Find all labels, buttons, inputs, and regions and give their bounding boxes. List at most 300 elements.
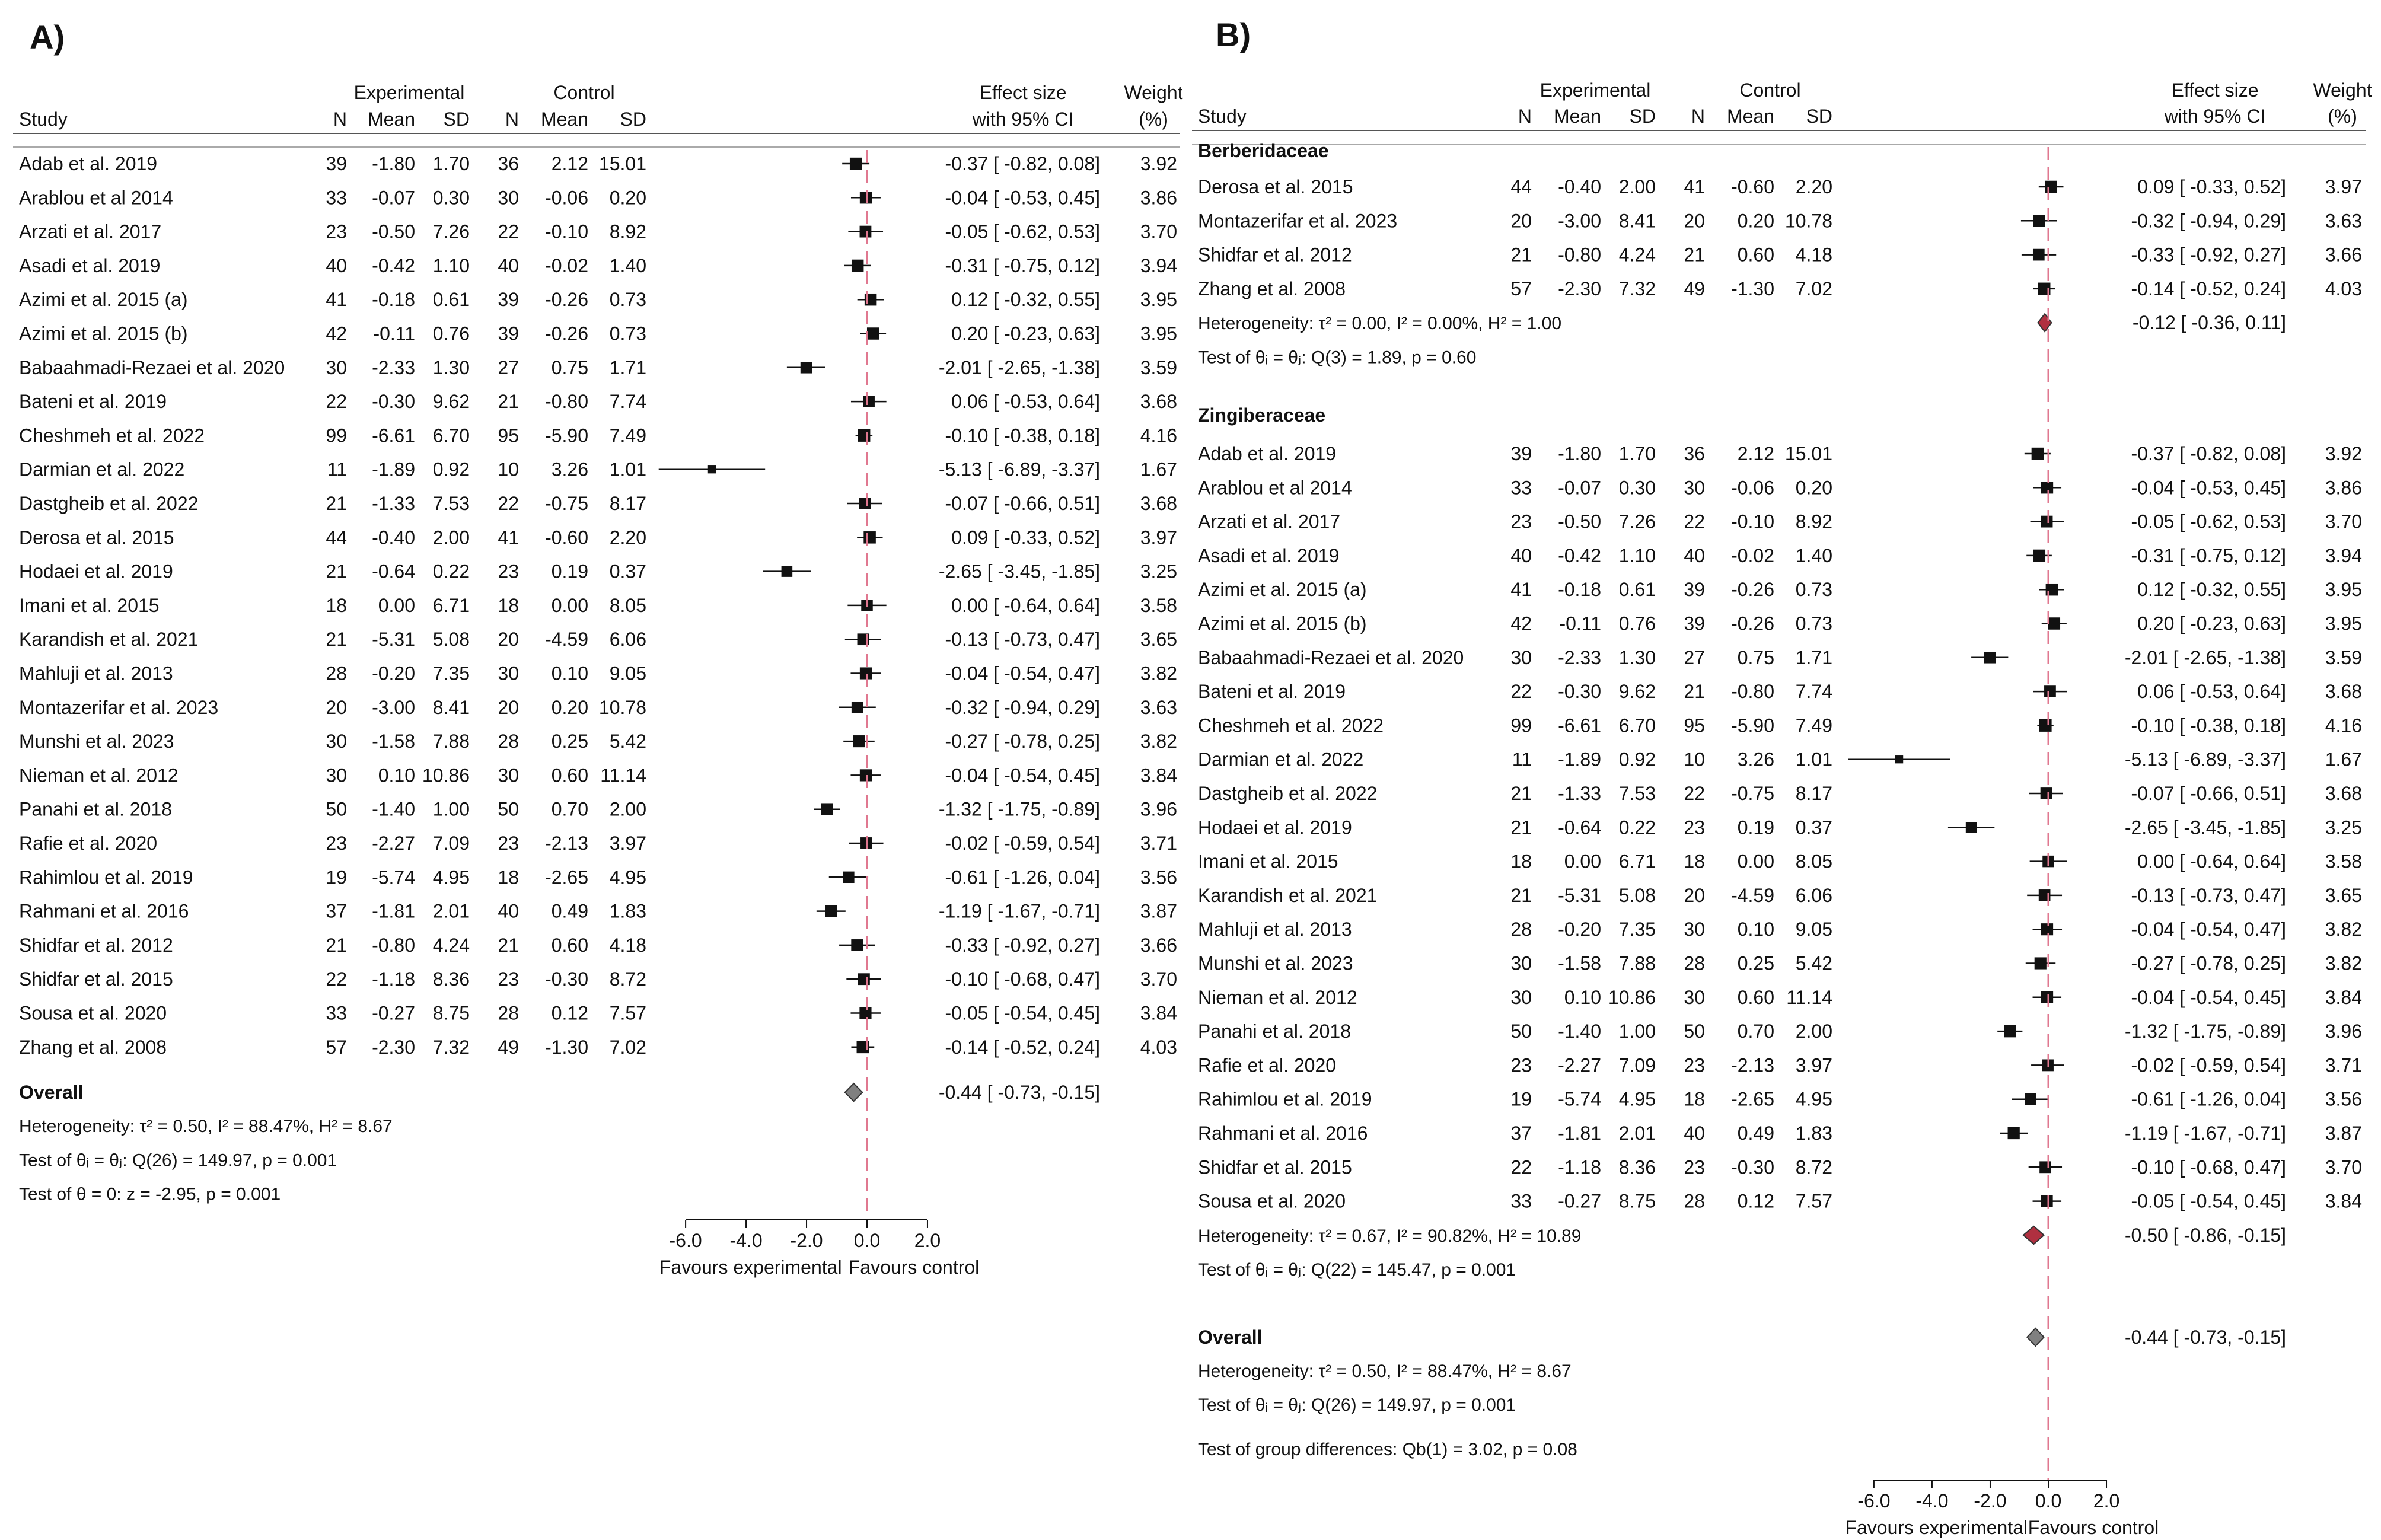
x-axis-tick-label: -6.0 — [1857, 1490, 1891, 1512]
cell-mean-experimental: -0.27 — [372, 1002, 415, 1024]
effect-marker — [2035, 957, 2047, 969]
cell-sd-control: 8.05 — [1795, 850, 1832, 872]
subgroup-test: Test of θᵢ = θⱼ: Q(3) = 1.89, p = 0.60 — [1198, 347, 1477, 368]
cell-n-experimental: 28 — [326, 662, 347, 684]
cell-effect-ci: -0.31 [ -0.75, 0.12] — [2131, 544, 2286, 566]
cell-sd-experimental: 2.00 — [1618, 176, 1656, 197]
cell-n-experimental: 33 — [326, 1002, 347, 1024]
cell-n-experimental: 41 — [326, 289, 347, 311]
cell-n-control: 28 — [498, 731, 519, 753]
cell-weight: 3.82 — [1140, 731, 1177, 753]
study-name: Karandish et al. 2021 — [1198, 884, 1378, 906]
cell-effect-ci: -2.01 [ -2.65, -1.38] — [2124, 646, 2286, 668]
cell-n-experimental: 33 — [1510, 477, 1532, 499]
cell-sd-control: 7.74 — [1795, 681, 1832, 703]
effect-marker — [859, 498, 871, 509]
cell-sd-experimental: 10.86 — [422, 764, 470, 786]
cell-mean-experimental: -1.40 — [1558, 1021, 1601, 1042]
cell-weight: 3.66 — [2325, 244, 2362, 266]
cell-mean-control: 0.10 — [551, 662, 588, 684]
study-name: Adab et al. 2019 — [19, 153, 158, 174]
heterogeneity-text: Heterogeneity: τ² = 0.50, I² = 88.47%, H² = 8.67 — [19, 1117, 393, 1137]
cell-sd-control: 2.00 — [609, 798, 646, 820]
study-name: Azimi et al. 2015 (a) — [1198, 579, 1367, 601]
cell-sd-control: 8.05 — [609, 594, 646, 616]
cell-weight: 3.58 — [2325, 850, 2362, 872]
cell-sd-control: 1.71 — [1795, 646, 1832, 668]
cell-sd-experimental: 1.00 — [1618, 1021, 1656, 1042]
cell-mean-experimental: 0.00 — [1564, 850, 1601, 872]
cell-n-control: 36 — [1684, 443, 1705, 464]
effect-marker — [2045, 181, 2057, 193]
header-weight: Weight — [2313, 79, 2372, 101]
cell-mean-control: -2.65 — [1731, 1088, 1774, 1110]
cell-mean-control: 0.19 — [551, 560, 588, 582]
cell-effect-ci: -0.32 [ -0.94, 0.29] — [945, 696, 1100, 718]
cell-mean-experimental: -6.61 — [1558, 715, 1601, 736]
cell-mean-experimental: -0.42 — [372, 254, 415, 276]
cell-mean-control: 0.25 — [551, 731, 588, 753]
cell-sd-experimental: 6.70 — [432, 425, 470, 447]
cell-effect-ci: -2.65 [ -3.45, -1.85] — [2124, 817, 2286, 838]
header-n: N — [1518, 106, 1532, 127]
cell-mean-control: -0.10 — [545, 221, 588, 243]
cell-sd-experimental: 0.92 — [432, 458, 470, 480]
cell-n-experimental: 23 — [326, 221, 347, 243]
cell-mean-experimental: -0.11 — [373, 323, 415, 345]
cell-sd-experimental: 8.41 — [1618, 210, 1656, 232]
cell-weight: 3.95 — [2325, 613, 2362, 635]
study-name: Rahimlou et al. 2019 — [19, 866, 193, 888]
cell-n-experimental: 22 — [1510, 1156, 1532, 1178]
study-name: Dastgheib et al. 2022 — [1198, 783, 1378, 804]
effect-marker — [782, 566, 793, 577]
cell-effect-ci: -0.10 [ -0.68, 0.47] — [945, 968, 1100, 990]
cell-mean-control: 2.12 — [1737, 443, 1774, 464]
cell-sd-control: 7.57 — [609, 1002, 646, 1024]
cell-n-control: 21 — [1684, 681, 1705, 703]
study-name: Munshi et al. 2023 — [19, 731, 174, 753]
cell-mean-experimental: -0.20 — [1558, 919, 1601, 940]
cell-mean-control: 0.60 — [551, 764, 588, 786]
effect-marker — [859, 1007, 871, 1019]
study-name: Asadi et al. 2019 — [1198, 544, 1340, 566]
cell-weight: 3.84 — [2325, 1190, 2362, 1212]
cell-mean-control: -0.60 — [545, 527, 588, 549]
cell-mean-experimental: -1.58 — [372, 731, 415, 753]
study-name: Shidfar et al. 2012 — [1198, 244, 1352, 266]
cell-n-control: 95 — [498, 425, 519, 447]
cell-mean-experimental: -2.33 — [1558, 646, 1601, 668]
cell-sd-experimental: 5.08 — [432, 629, 470, 651]
cell-n-control: 18 — [498, 594, 519, 616]
cell-sd-control: 1.01 — [609, 458, 646, 480]
cell-sd-experimental: 7.26 — [1618, 511, 1656, 533]
cell-mean-control: -2.13 — [1731, 1054, 1774, 1076]
cell-mean-control: 0.00 — [1737, 850, 1774, 872]
effect-marker — [708, 465, 716, 473]
cell-effect-ci: -0.32 [ -0.94, 0.29] — [2131, 210, 2286, 232]
cell-n-control: 20 — [498, 629, 519, 651]
header-mean: Mean — [540, 109, 588, 130]
cell-effect-ci: -0.14 [ -0.52, 0.24] — [945, 1036, 1100, 1058]
cell-sd-experimental: 7.35 — [1618, 919, 1656, 940]
cell-sd-experimental: 7.88 — [432, 731, 470, 753]
cell-sd-control: 8.17 — [1795, 783, 1832, 804]
cell-mean-control: -0.10 — [1731, 511, 1774, 533]
cell-weight: 3.87 — [1140, 900, 1177, 922]
cell-weight: 3.95 — [1140, 289, 1177, 311]
study-name: Montazerifar et al. 2023 — [19, 696, 219, 718]
effect-marker — [2041, 787, 2052, 799]
cell-mean-experimental: -0.50 — [1558, 511, 1601, 533]
overall-diamond — [845, 1083, 863, 1101]
cell-n-experimental: 28 — [1510, 919, 1532, 940]
cell-sd-control: 7.02 — [609, 1036, 646, 1058]
cell-mean-control: 0.20 — [551, 696, 588, 718]
cell-n-control: 21 — [498, 934, 519, 956]
cell-mean-experimental: -2.27 — [1558, 1054, 1601, 1076]
cell-sd-control: 1.40 — [609, 254, 646, 276]
test-text: Test of group differences: Qb(1) = 3.02, p = 0.08 — [1198, 1440, 1577, 1460]
effect-marker — [858, 429, 870, 442]
cell-mean-experimental: -1.81 — [372, 900, 415, 922]
cell-mean-experimental: -1.80 — [1558, 443, 1601, 464]
header-ci: with 95% CI — [972, 109, 1074, 130]
cell-sd-experimental: 1.70 — [1618, 443, 1656, 464]
study-name: Mahluji et al. 2013 — [19, 662, 173, 684]
cell-n-experimental: 22 — [1510, 681, 1532, 703]
cell-mean-experimental: -3.00 — [1558, 210, 1601, 232]
study-name: Azimi et al. 2015 (b) — [1198, 613, 1367, 635]
cell-n-experimental: 23 — [326, 833, 347, 854]
cell-mean-control: -0.60 — [1731, 176, 1774, 197]
cell-mean-control: -0.02 — [545, 254, 588, 276]
cell-n-control: 41 — [1684, 176, 1705, 197]
cell-sd-experimental: 4.95 — [1618, 1088, 1656, 1110]
header-experimental: Experimental — [353, 82, 465, 103]
study-name: Panahi et al. 2018 — [1198, 1021, 1351, 1042]
cell-sd-control: 9.05 — [1795, 919, 1832, 940]
cell-n-experimental: 22 — [326, 968, 347, 990]
cell-n-experimental: 20 — [326, 696, 347, 718]
cell-n-experimental: 57 — [326, 1036, 347, 1058]
cell-sd-control: 8.72 — [1795, 1156, 1832, 1178]
study-name: Karandish et al. 2021 — [19, 629, 199, 651]
cell-n-control: 40 — [1684, 544, 1705, 566]
study-name: Babaahmadi-Rezaei et al. 2020 — [1198, 646, 1464, 668]
cell-mean-control: -0.30 — [545, 968, 588, 990]
cell-mean-experimental: -1.40 — [372, 798, 415, 820]
cell-effect-ci: -1.19 [ -1.67, -0.71] — [2124, 1123, 2286, 1144]
cell-mean-experimental: -0.50 — [372, 221, 415, 243]
cell-effect-ci: -0.61 [ -1.26, 0.04] — [2131, 1088, 2286, 1110]
cell-sd-experimental: 10.86 — [1608, 986, 1656, 1008]
cell-sd-experimental: 1.10 — [432, 254, 470, 276]
favours-experimental-label: Favours experimental — [659, 1257, 842, 1278]
favours-control-label: Favours control — [848, 1257, 980, 1278]
cell-n-experimental: 23 — [1510, 511, 1532, 533]
cell-sd-experimental: 0.30 — [1618, 477, 1656, 499]
cell-mean-experimental: -6.61 — [372, 425, 415, 447]
study-name: Darmian et al. 2022 — [19, 458, 185, 480]
cell-effect-ci: -0.05 [ -0.54, 0.45] — [945, 1002, 1100, 1024]
cell-sd-experimental: 7.32 — [1618, 278, 1656, 299]
panel-label: A) — [30, 18, 65, 56]
effect-marker — [858, 973, 870, 985]
cell-sd-experimental: 7.53 — [1618, 783, 1656, 804]
cell-n-control: 50 — [1684, 1021, 1705, 1042]
subgroup-heterogeneity: Heterogeneity: τ² = 0.00, I² = 0.00%, H² = 1.00 — [1198, 314, 1562, 334]
cell-sd-control: 8.92 — [609, 221, 646, 243]
cell-n-control: 30 — [1684, 919, 1705, 940]
cell-n-experimental: 33 — [326, 187, 347, 209]
cell-effect-ci: -0.37 [ -0.82, 0.08] — [945, 153, 1100, 174]
cell-n-control: 23 — [1684, 817, 1705, 838]
cell-n-experimental: 21 — [1510, 884, 1532, 906]
cell-weight: 3.70 — [1140, 968, 1177, 990]
cell-mean-experimental: -0.80 — [1558, 244, 1601, 266]
favours-experimental-label: Favours experimental — [1845, 1517, 2028, 1538]
cell-n-experimental: 19 — [1510, 1088, 1532, 1110]
cell-sd-control: 3.97 — [609, 833, 646, 854]
cell-sd-experimental: 7.88 — [1618, 952, 1656, 974]
header-n: N — [505, 109, 519, 130]
cell-n-experimental: 41 — [1510, 579, 1532, 601]
study-name: Hodaei et al. 2019 — [1198, 817, 1352, 838]
cell-mean-control: -2.13 — [545, 833, 588, 854]
header-sd: SD — [443, 109, 470, 130]
cell-n-experimental: 30 — [326, 356, 347, 378]
cell-n-control: 21 — [498, 391, 519, 413]
cell-mean-control: 0.19 — [1737, 817, 1774, 838]
header-n: N — [333, 109, 347, 130]
cell-sd-experimental: 8.75 — [432, 1002, 470, 1024]
cell-effect-ci: -0.02 [ -0.59, 0.54] — [945, 833, 1100, 854]
cell-weight: 3.71 — [1140, 833, 1177, 854]
cell-n-experimental: 18 — [1510, 850, 1532, 872]
cell-n-control: 18 — [1684, 1088, 1705, 1110]
cell-n-control: 20 — [498, 696, 519, 718]
cell-sd-experimental: 9.62 — [1618, 681, 1656, 703]
cell-n-experimental: 21 — [326, 934, 347, 956]
cell-weight: 3.70 — [2325, 1156, 2362, 1178]
cell-n-control: 30 — [1684, 477, 1705, 499]
cell-weight: 3.96 — [2325, 1021, 2362, 1042]
cell-effect-ci: -0.05 [ -0.62, 0.53] — [2131, 511, 2286, 533]
cell-mean-experimental: 0.00 — [378, 594, 415, 616]
effect-marker — [2033, 550, 2045, 562]
x-axis-tick-label: 2.0 — [914, 1230, 941, 1251]
cell-weight: 3.86 — [1140, 187, 1177, 209]
cell-mean-experimental: -1.89 — [372, 458, 415, 480]
cell-weight: 3.96 — [1140, 798, 1177, 820]
effect-marker — [860, 667, 872, 679]
cell-sd-experimental: 0.92 — [1618, 748, 1656, 770]
cell-effect-ci: -2.01 [ -2.65, -1.38] — [938, 356, 1100, 378]
header-weight: Weight — [1124, 82, 1183, 103]
header-n: N — [1691, 106, 1705, 127]
cell-n-control: 28 — [498, 1002, 519, 1024]
subgroup-ci: -0.12 [ -0.36, 0.11] — [2132, 312, 2286, 334]
effect-marker — [863, 396, 875, 407]
header-ci: with 95% CI — [2164, 106, 2266, 127]
cell-n-control: 18 — [1684, 850, 1705, 872]
header-study: Study — [1198, 106, 1247, 127]
cell-n-control: 22 — [1684, 511, 1705, 533]
cell-weight: 1.67 — [2325, 748, 2362, 770]
effect-marker — [851, 939, 863, 951]
effect-marker — [1966, 822, 1977, 833]
cell-weight: 3.84 — [2325, 986, 2362, 1008]
cell-mean-experimental: -0.11 — [1559, 613, 1601, 635]
header-control: Control — [553, 82, 615, 103]
cell-n-control: 50 — [498, 798, 519, 820]
cell-effect-ci: -1.19 [ -1.67, -0.71] — [938, 900, 1100, 922]
cell-mean-control: 0.60 — [1737, 986, 1774, 1008]
cell-effect-ci: -0.04 [ -0.53, 0.45] — [945, 187, 1100, 209]
cell-n-control: 49 — [498, 1036, 519, 1058]
cell-mean-control: -4.59 — [1731, 884, 1774, 906]
cell-mean-experimental: -2.30 — [372, 1036, 415, 1058]
panel-label: B) — [1216, 16, 1251, 53]
cell-effect-ci: 0.20 [ -0.23, 0.63] — [951, 323, 1100, 345]
cell-weight: 4.03 — [1140, 1036, 1177, 1058]
cell-sd-control: 0.20 — [1795, 477, 1832, 499]
effect-marker — [863, 531, 876, 544]
cell-mean-experimental: -0.42 — [1558, 544, 1601, 566]
x-axis-tick-label: -2.0 — [1974, 1490, 2007, 1512]
cell-n-experimental: 42 — [1510, 613, 1532, 635]
study-name: Rahmani et al. 2016 — [19, 900, 189, 922]
cell-mean-experimental: -0.40 — [1558, 176, 1601, 197]
cell-mean-experimental: -0.30 — [372, 391, 415, 413]
cell-sd-experimental: 0.76 — [432, 323, 470, 345]
x-axis-tick-label: 0.0 — [853, 1230, 881, 1251]
cell-n-experimental: 21 — [1510, 244, 1532, 266]
study-name: Nieman et al. 2012 — [19, 764, 179, 786]
cell-effect-ci: -0.61 [ -1.26, 0.04] — [945, 866, 1100, 888]
cell-n-control: 22 — [498, 221, 519, 243]
cell-weight: 3.65 — [2325, 884, 2362, 906]
cell-mean-control: -0.26 — [545, 289, 588, 311]
cell-weight: 3.71 — [2325, 1054, 2362, 1076]
cell-weight: 3.25 — [1140, 560, 1177, 582]
cell-n-control: 23 — [498, 560, 519, 582]
cell-sd-control: 15.01 — [598, 153, 646, 174]
study-name: Zhang et al. 2008 — [1198, 278, 1346, 299]
cell-sd-control: 4.18 — [1795, 244, 1832, 266]
cell-effect-ci: -0.07 [ -0.66, 0.51] — [2131, 783, 2286, 804]
cell-mean-control: -0.75 — [545, 493, 588, 514]
cell-mean-control: 0.60 — [551, 934, 588, 956]
effect-marker — [2008, 1127, 2020, 1139]
cell-sd-control: 0.73 — [609, 323, 646, 345]
cell-sd-experimental: 7.53 — [432, 493, 470, 514]
cell-effect-ci: 0.00 [ -0.64, 0.64] — [951, 594, 1100, 616]
cell-mean-control: -1.30 — [1731, 278, 1774, 299]
overall-ci: -0.44 [ -0.73, -0.15] — [2124, 1326, 2286, 1348]
cell-sd-control: 0.73 — [1795, 579, 1832, 601]
x-axis-tick-label: 2.0 — [2093, 1490, 2120, 1512]
cell-sd-control: 1.71 — [609, 356, 646, 378]
header-effect-size: Effect size — [979, 82, 1067, 103]
study-name: Panahi et al. 2018 — [19, 798, 172, 820]
cell-weight: 3.95 — [2325, 579, 2362, 601]
effect-marker — [2025, 1093, 2036, 1105]
cell-sd-control: 0.37 — [1795, 817, 1832, 838]
cell-n-experimental: 30 — [1510, 952, 1532, 974]
cell-n-control: 39 — [1684, 613, 1705, 635]
cell-n-experimental: 37 — [1510, 1123, 1532, 1144]
cell-sd-experimental: 7.09 — [1618, 1054, 1656, 1076]
cell-mean-experimental: -0.18 — [372, 289, 415, 311]
cell-sd-experimental: 1.00 — [432, 798, 470, 820]
cell-sd-experimental: 7.09 — [432, 833, 470, 854]
cell-n-experimental: 42 — [326, 323, 347, 345]
cell-n-control: 23 — [498, 833, 519, 854]
study-name: Adab et al. 2019 — [1198, 443, 1337, 464]
overall-ci: -0.44 [ -0.73, -0.15] — [938, 1082, 1100, 1104]
cell-effect-ci: 0.06 [ -0.53, 0.64] — [951, 391, 1100, 413]
cell-effect-ci: -0.27 [ -0.78, 0.25] — [2131, 952, 2286, 974]
subgroup-ci: -0.50 [ -0.86, -0.15] — [2124, 1224, 2286, 1246]
cell-n-control: 40 — [498, 900, 519, 922]
cell-n-experimental: 44 — [1510, 176, 1532, 197]
cell-mean-experimental: -0.40 — [372, 527, 415, 549]
cell-mean-control: -5.90 — [1731, 715, 1774, 736]
study-name: Imani et al. 2015 — [1198, 850, 1338, 872]
cell-mean-control: -0.02 — [1731, 544, 1774, 566]
cell-sd-control: 2.00 — [1795, 1021, 1832, 1042]
cell-effect-ci: -0.10 [ -0.38, 0.18] — [945, 425, 1100, 447]
effect-marker — [850, 158, 862, 170]
cell-mean-control: 0.10 — [1737, 919, 1774, 940]
effect-marker — [2039, 1161, 2051, 1173]
cell-effect-ci: -0.04 [ -0.53, 0.45] — [2131, 477, 2286, 499]
cell-effect-ci: 0.09 [ -0.33, 0.52] — [2137, 176, 2286, 197]
x-axis-tick-label: 0.0 — [2035, 1490, 2062, 1512]
cell-mean-control: 0.12 — [551, 1002, 588, 1024]
cell-sd-experimental: 7.26 — [432, 221, 470, 243]
effect-marker — [801, 362, 812, 374]
cell-n-experimental: 23 — [1510, 1054, 1532, 1076]
cell-sd-experimental: 0.22 — [432, 560, 470, 582]
study-name: Hodaei et al. 2019 — [19, 560, 173, 582]
cell-n-experimental: 11 — [327, 458, 347, 480]
cell-mean-control: -0.06 — [1731, 477, 1774, 499]
cell-sd-control: 7.49 — [1795, 715, 1832, 736]
cell-sd-control: 0.20 — [609, 187, 646, 209]
cell-effect-ci: -0.13 [ -0.73, 0.47] — [945, 629, 1100, 651]
cell-mean-experimental: -0.30 — [1558, 681, 1601, 703]
header-weight-pct: (%) — [1139, 109, 1168, 130]
cell-mean-control: -0.06 — [545, 187, 588, 209]
cell-effect-ci: 0.12 [ -0.32, 0.55] — [2137, 579, 2286, 601]
cell-sd-experimental: 2.01 — [432, 900, 470, 922]
subgroup-test: Test of θᵢ = θⱼ: Q(22) = 145.47, p = 0.001 — [1198, 1260, 1516, 1280]
study-name: Mahluji et al. 2013 — [1198, 919, 1352, 940]
cell-effect-ci: -0.33 [ -0.92, 0.27] — [945, 934, 1100, 956]
cell-effect-ci: -0.07 [ -0.66, 0.51] — [945, 493, 1100, 514]
study-name: Rahmani et al. 2016 — [1198, 1123, 1368, 1144]
cell-mean-experimental: -0.27 — [1558, 1190, 1601, 1212]
study-name: Azimi et al. 2015 (b) — [19, 323, 188, 345]
effect-marker — [860, 769, 872, 781]
cell-effect-ci: 0.00 [ -0.64, 0.64] — [2137, 850, 2286, 872]
cell-n-control: 49 — [1684, 278, 1705, 299]
cell-n-experimental: 50 — [1510, 1021, 1532, 1042]
